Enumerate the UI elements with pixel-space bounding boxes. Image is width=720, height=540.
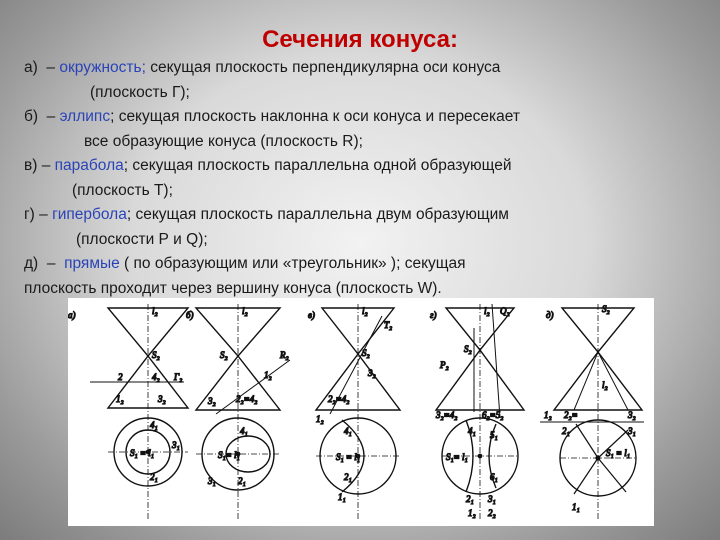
point-label: 3₁ — [172, 440, 180, 450]
point-label: S₂ — [464, 344, 472, 354]
item-letter: д) — [24, 255, 39, 272]
point-label: 3₂≡4₂ — [436, 410, 458, 420]
point-label: S₁ ≡ l₁ — [130, 448, 154, 458]
point-label: 3₂ — [368, 368, 376, 378]
point-label: 2₁ — [344, 472, 352, 482]
item-dash: – — [41, 157, 51, 174]
point-label: 2₁ — [466, 494, 474, 504]
point-label: l₂ — [362, 306, 368, 316]
point-label: l₂ — [152, 306, 158, 316]
item-b-continuation: все образующие конуса (плоскость R); — [84, 132, 363, 150]
point-label: Q₂ — [500, 306, 510, 316]
item-text: ; секущая плоскость наклонна к оси конуса и пересекает — [110, 108, 520, 125]
item-dash: – — [46, 108, 56, 125]
point-label: S₂ — [602, 304, 610, 314]
panel-e — [540, 304, 644, 520]
point-label: 4₁ — [468, 426, 476, 436]
point-label: 2₂≡4₂ — [328, 394, 350, 404]
item-text: ( по образующим или «треугольник» ); секущая — [119, 255, 466, 272]
point-label: l₂ — [242, 306, 248, 316]
point-label: S₁≡ l₁ — [218, 450, 240, 460]
item-letter: в) — [24, 157, 38, 174]
panel-label-e: д) — [546, 310, 554, 320]
item-e-line — [24, 252, 704, 277]
point-label: 2₁ — [238, 476, 246, 486]
point-label: 2₂ — [488, 508, 496, 518]
item-e-continuation: плоскость проходит через вершину конуса (плоскость W). — [24, 279, 442, 297]
item-c-line — [24, 154, 704, 179]
panel-a — [68, 304, 188, 520]
cone-sections-drawing — [68, 298, 654, 526]
item-dash: – — [46, 255, 56, 272]
point-label: l₂ — [484, 306, 490, 316]
item-letter: г) — [24, 206, 35, 223]
point-label: 4₁ — [240, 426, 248, 436]
item-c-continuation: (плоскость Т); — [72, 181, 173, 199]
point-label: S₂ — [152, 350, 160, 360]
point-label: 3₂ — [208, 396, 216, 406]
item-b-line — [24, 105, 704, 130]
item-a-continuation: (плоскость Г); — [90, 83, 190, 101]
point-label: S₁ ≡ l₁ — [606, 448, 630, 458]
point-label: 4₁ — [150, 420, 158, 430]
point-label: 3₂ — [628, 410, 636, 420]
point-label: l₂ — [602, 380, 608, 390]
point-label: T₂ — [384, 320, 393, 330]
item-letter: а) — [24, 59, 38, 76]
point-label: S₂ — [220, 350, 228, 360]
item-term: парабола — [54, 157, 124, 174]
point-label: 4₂ — [152, 372, 160, 382]
point-label: 1₂ — [468, 508, 476, 518]
point-label: 3₂ — [158, 394, 166, 404]
item-letter: б) — [24, 108, 39, 125]
point-label: 3₁ — [628, 426, 636, 436]
panel-label-c: в) — [308, 310, 315, 320]
point-label: S₁≡ l₁ — [446, 452, 468, 462]
item-term: гипербола — [52, 206, 127, 223]
item-term: окружность; — [59, 59, 146, 76]
point-label: 4₁ — [344, 426, 352, 436]
point-label: 1₂ — [544, 410, 552, 420]
item-term: эллипс — [59, 108, 111, 125]
point-label: 2₂≡4₂ — [236, 394, 258, 404]
point-label: 1₁ — [338, 492, 346, 502]
item-text: секущая плоскость перпендикулярна оси конуса — [145, 59, 501, 76]
point-label: 2 — [118, 372, 123, 382]
item-dash: – — [39, 206, 48, 223]
panel-d — [430, 304, 524, 520]
point-label: 1₁ — [572, 502, 580, 512]
point-label: Г₂ — [174, 372, 183, 382]
panel-c — [308, 304, 400, 520]
point-label: 2₁ — [150, 472, 158, 482]
point-label: 3₁ — [488, 494, 496, 504]
panel-b — [186, 304, 290, 520]
item-text: ; секущая плоскость параллельна двум образующим — [126, 206, 509, 223]
point-label: S₁ ≡ l₁ — [336, 452, 360, 462]
cone-sections-figure — [68, 298, 654, 526]
point-label: 2₁ — [562, 426, 570, 436]
point-label: 6₂≡5₂ — [482, 410, 504, 420]
point-label: 1₂ — [264, 370, 272, 380]
item-d-line — [24, 203, 704, 228]
point-label: P₂ — [440, 360, 449, 370]
point-label: 2₂≡ — [564, 410, 578, 420]
point-label: 3₁ — [208, 476, 216, 486]
item-text: ; секущая плоскость параллельна одной образующей — [123, 157, 512, 174]
text-block — [24, 56, 704, 301]
panel-label-b: б) — [186, 310, 194, 320]
item-dash: – — [46, 59, 56, 76]
point-label: 1₂ — [116, 394, 124, 404]
panel-label-a: а) — [68, 310, 76, 320]
point-label: 1₂ — [316, 414, 324, 424]
item-a-line — [24, 56, 704, 81]
panel-label-d: г) — [430, 310, 437, 320]
item-d-continuation: (плоскости Р и Q); — [76, 230, 208, 248]
slide-title: Сечения конуса: — [262, 26, 458, 53]
point-label: 5₁ — [490, 430, 498, 440]
point-label: S₂ — [362, 348, 370, 358]
item-term: прямые — [64, 255, 120, 272]
point-label: R₂ — [280, 350, 289, 360]
point-label: 6₁ — [490, 472, 498, 482]
